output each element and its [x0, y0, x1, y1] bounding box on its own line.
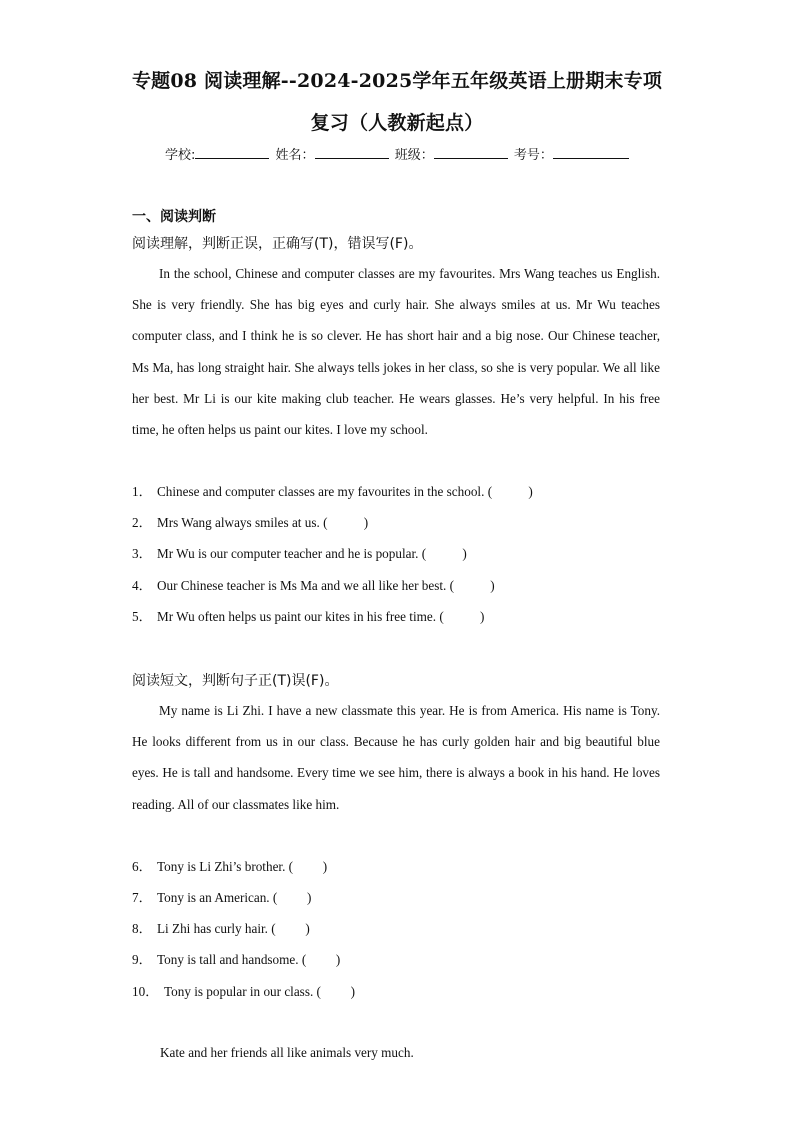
question-text: Tony is tall and handsome. (	[157, 952, 307, 967]
question-number: 2．	[132, 515, 152, 530]
document-title-line2: 复习（人教新起点）	[310, 112, 484, 134]
answer-close[interactable]: )	[335, 952, 341, 967]
question-text: Tony is Li Zhi’s brother. (	[157, 859, 294, 874]
answer-close[interactable]: )	[322, 859, 328, 874]
answer-close[interactable]: )	[462, 546, 467, 561]
question-3	[132, 545, 467, 563]
answer-close[interactable]: )	[480, 609, 485, 624]
question-text: Tony is popular in our class. (	[164, 984, 321, 999]
question-number: 5．	[132, 609, 152, 624]
question-5	[132, 608, 484, 626]
answer-close[interactable]: )	[363, 515, 369, 530]
document-title-line1: 专题08 阅读理解--2024-2025学年五年级英语上册期末专项	[131, 70, 663, 92]
question-2	[132, 514, 368, 532]
answer-close[interactable]: )	[490, 578, 495, 593]
passage1-text: In the school, Chinese and computer classes are my favourites. Mrs Wang teaches us English. She is very friendly. She has big eyes and curly hair. She always smiles at us. Mr Wu teaches computer class, and I think he is so clever. He has short hair and a big nose. Our Chinese teacher, Ms Ma, has long straight hair. She always tells jokes in her class, so she is very popular. We all like her best. Mr Li is our kite making club teacher. He wears glasses. He’s very helpful. In his free time, he often helps us paint our kites. I love my school.	[132, 266, 660, 438]
question-4	[132, 577, 495, 595]
question-text: Tony is an American. (	[157, 890, 278, 905]
question-number: 8．	[132, 921, 152, 936]
class-label: 班级：	[394, 148, 434, 163]
passage1-instruction: 阅读理解，判断正误，正确写(T)，错误写(F)。	[132, 236, 423, 252]
question-number: 4．	[132, 578, 152, 593]
exam-no-blank[interactable]	[553, 145, 629, 159]
school-label: 学校:	[165, 148, 196, 163]
question-number: 6．	[132, 859, 152, 874]
question-text: Mr Wu is our computer teacher and he is popular. (	[157, 546, 427, 561]
class-blank[interactable]	[434, 145, 508, 159]
student-info-row	[165, 145, 645, 165]
name-label: 姓名：	[275, 148, 315, 163]
question-number: 7．	[132, 890, 152, 905]
question-text: Mrs Wang always smiles at us. (	[157, 515, 328, 530]
passage3-first-line: Kate and her friends all like animals very much.	[160, 1045, 414, 1060]
name-blank[interactable]	[315, 145, 389, 159]
answer-close[interactable]: )	[350, 984, 356, 999]
answer-close[interactable]: )	[528, 484, 533, 499]
answer-close[interactable]: )	[305, 921, 310, 936]
question-1	[132, 483, 533, 501]
passage2-text: My name is Li Zhi. I have a new classmate this year. He is from America. His name is Tony. He looks different from us in our class. Because he has curly golden hair and big beautiful blue eyes. He is tall and handsome. Every time we see him, there is always a book in his hand. He loves reading. All of our classmates like him.	[132, 703, 660, 812]
question-number: 10．	[132, 984, 159, 999]
question-number: 3．	[132, 546, 152, 561]
question-number: 1．	[132, 484, 152, 499]
exam-no-label: 考号：	[513, 148, 553, 163]
question-number: 9．	[132, 952, 152, 967]
question-text: Chinese and computer classes are my favourites in the school. (	[157, 484, 493, 499]
question-text: Li Zhi has curly hair. (	[157, 921, 276, 936]
section-heading: 一、阅读判断	[132, 209, 216, 225]
question-7	[132, 889, 311, 907]
question-text: Mr Wu often helps us paint our kites in his free time. (	[157, 609, 444, 624]
question-10	[132, 983, 355, 1001]
question-6	[132, 858, 327, 876]
question-text: Our Chinese teacher is Ms Ma and we all like her best. (	[157, 578, 454, 593]
passage2-instruction: 阅读短文，判断句子正(T)误(F)。	[132, 673, 339, 689]
question-8	[132, 920, 310, 938]
answer-close[interactable]: )	[306, 890, 312, 905]
school-blank[interactable]	[195, 145, 269, 159]
question-9	[132, 951, 340, 969]
